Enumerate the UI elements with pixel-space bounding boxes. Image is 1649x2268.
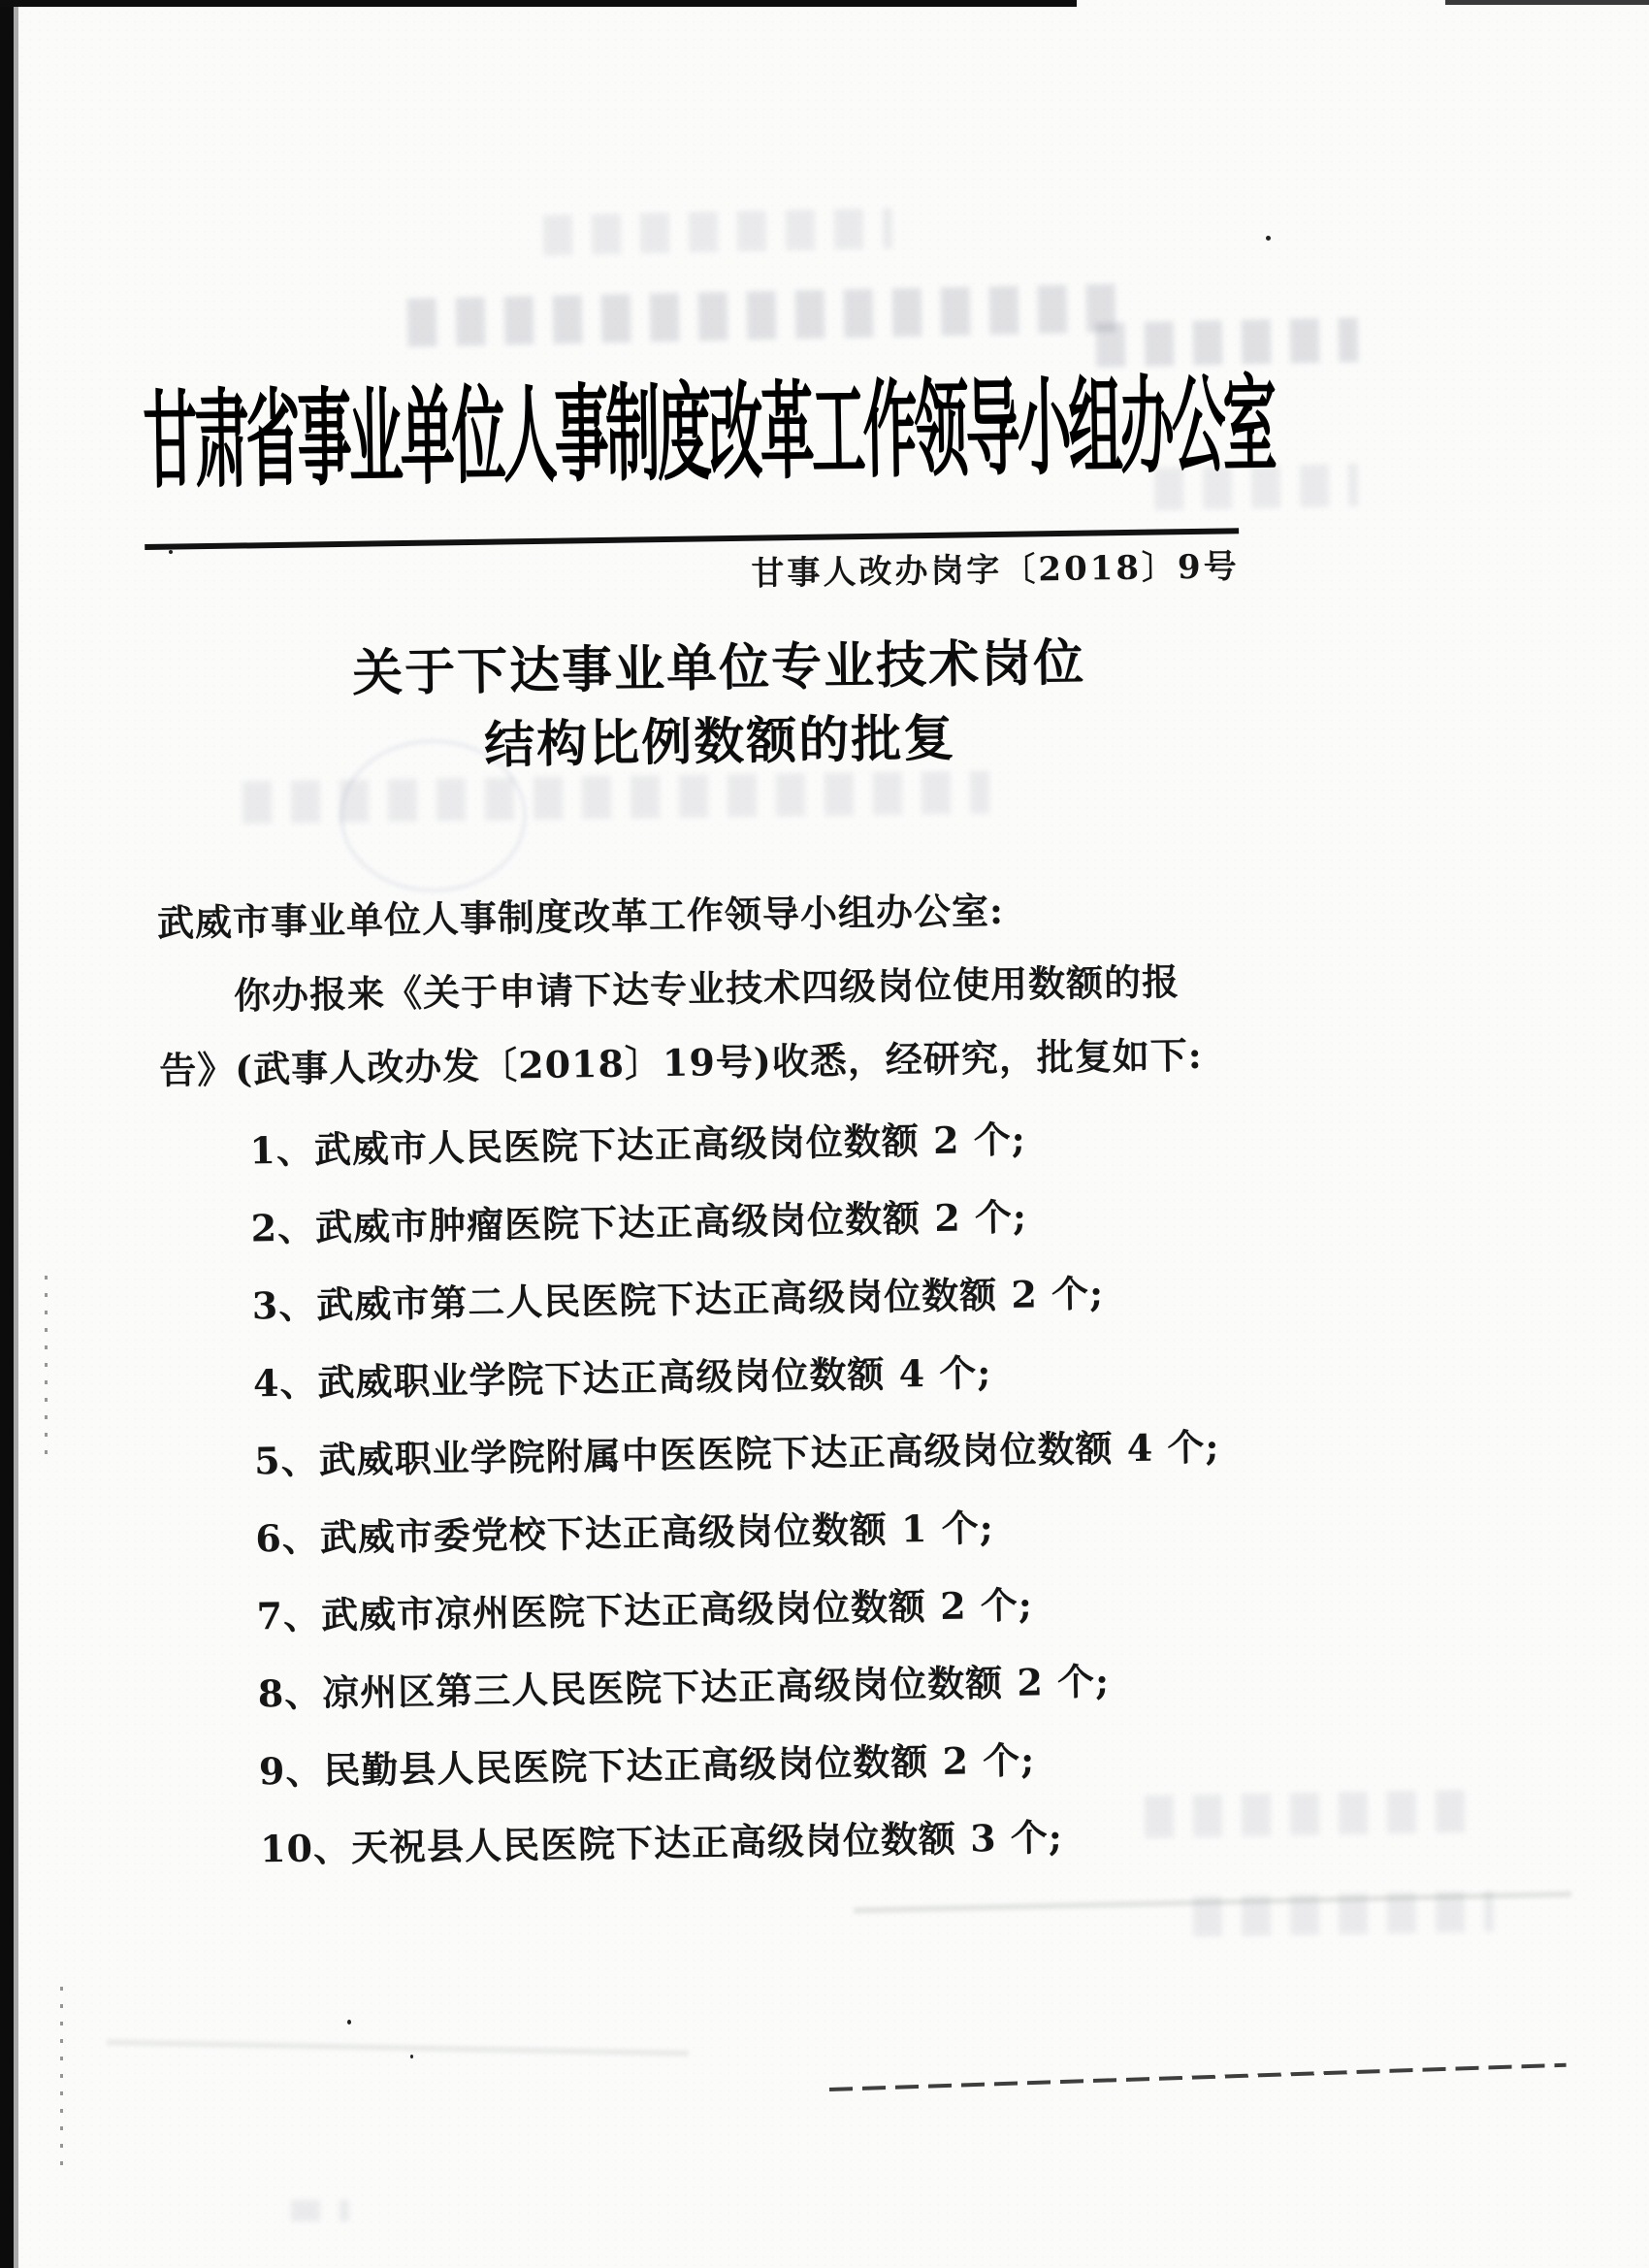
approval-list-item-4: 4、武威职业学院下达正高级岗位数额 4 个; (252, 1350, 992, 1406)
issuing-office-masthead: 甘肃省事业单位人事制度改革工作领导小组办公室 (142, 364, 1276, 505)
body-paragraph-line-1: 你办报来《关于申请下达专业技术四级岗位使用数额的报 (233, 959, 1180, 1018)
document-title-line-2: 结构比例数额的批复 (483, 708, 956, 775)
approval-list-item-6: 6、武威市委党校下达正高级岗位数额 1 个; (255, 1506, 995, 1561)
approval-list-item-2: 2、武威市肿瘤医院下达正高级岗位数额 2 个; (250, 1194, 1028, 1250)
approval-list-item-1: 1、武威市人民医院下达正高级岗位数额 2 个; (249, 1117, 1027, 1173)
body-paragraph-line-2: 告》(武事人改办发〔2018〕19号)收悉，经研究，批复如下: (158, 1032, 1204, 1092)
approval-list-item-8: 8、凉州区第三人民医院下达正高级岗位数额 2 个; (257, 1659, 1111, 1716)
document-reference-number: 甘事人改办岗字〔2018〕9号 (751, 547, 1240, 594)
approval-list-item-9: 9、民勤县人民医院下达正高级岗位数额 2 个; (258, 1737, 1036, 1794)
document-title-line-1: 关于下达事业单位专业技术岗位 (351, 632, 1086, 703)
approval-list-item-3: 3、武威市第二人民医院下达正高级岗位数额 2 个; (251, 1271, 1105, 1328)
approval-list-item-5: 5、武威职业学院附属中医医院下达正高级岗位数额 4 个; (253, 1424, 1220, 1483)
approval-list-item-7: 7、武威市凉州医院下达正高级岗位数额 2 个; (256, 1582, 1034, 1638)
addressee-line: 武威市事业单位人事制度改革工作领导小组办公室: (156, 888, 1005, 945)
approval-list-item-10: 10、天祝县人民医院下达正高级岗位数额 3 个; (259, 1815, 1064, 1871)
